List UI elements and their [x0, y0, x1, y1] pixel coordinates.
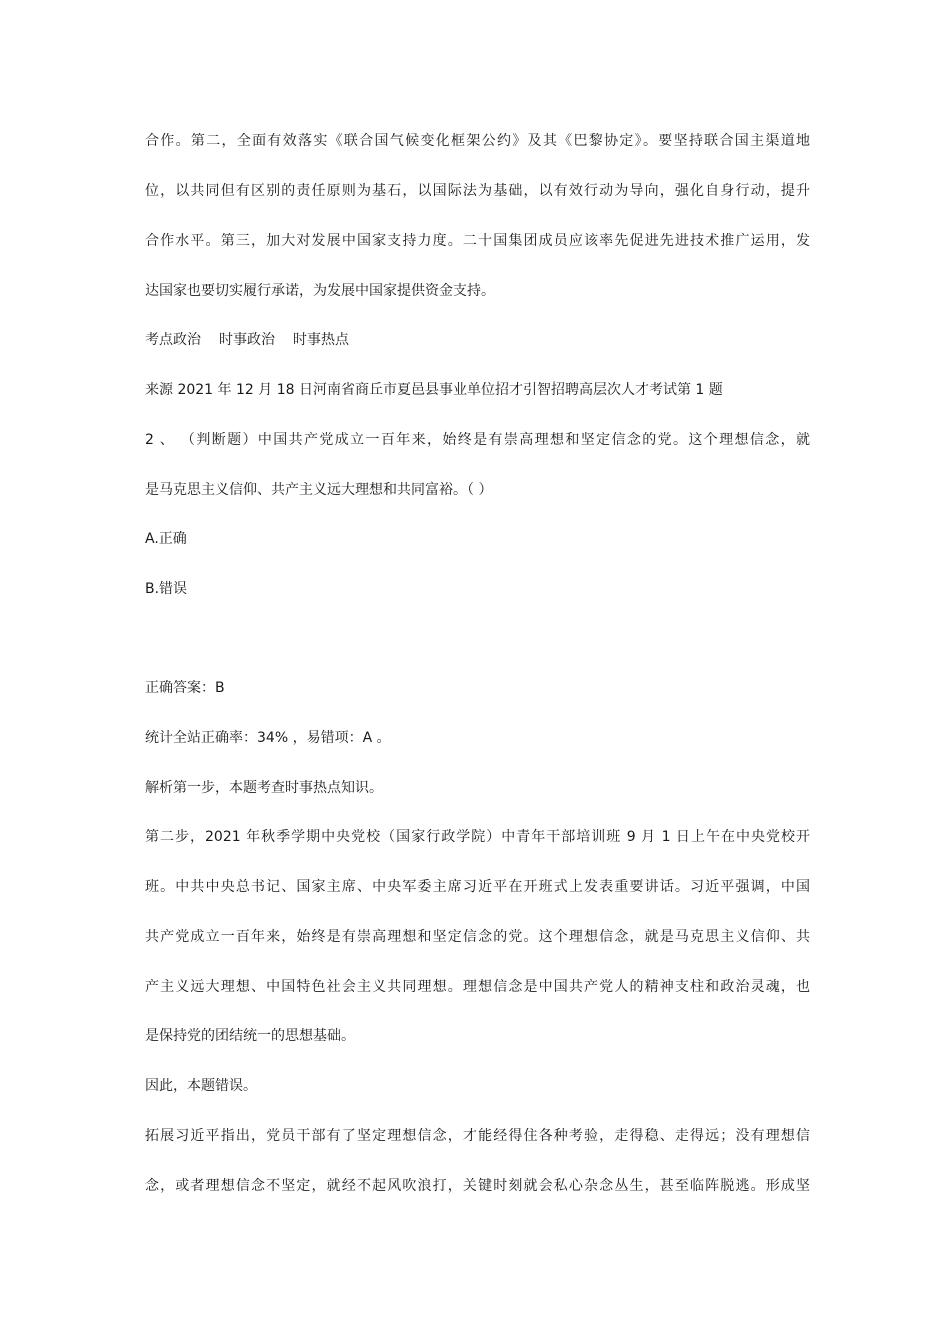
analysis-step-2-line: 共产党成立一百年来，始终是有崇高理想和坚定信念的党。这个理想信念，就是马克思主义信仰、共 [145, 929, 810, 945]
tag: 时事热点 [293, 332, 349, 348]
tag: 考点政治 [145, 332, 201, 348]
extension-line: 拓展习近平指出，党员干部有了坚定理想信念，才能经得住各种考验，走得稳、走得远；没有理想信 [145, 1128, 810, 1144]
question-text-line: 是马克思主义信仰、共产主义远大理想和共同富裕。（ ） [145, 482, 493, 498]
analysis-step-1: 解析第一步，本题考查时事热点知识。 [145, 780, 383, 796]
conclusion: 因此，本题错误。 [145, 1078, 257, 1094]
analysis-step-2-line: 第二步，2021 年秋季学期中央党校（国家行政学院）中青年干部培训班 9 月 1 日上午在中央党校开 [145, 829, 810, 845]
tag: 时事政治 [219, 332, 275, 348]
prev-paragraph-line: 达国家也要切实履行承诺，为发展中国家提供资金支持。 [145, 283, 495, 299]
analysis-step-2-line: 班。中共中央总书记、国家主席、中央军委主席习近平在开班式上发表重要讲话。习近平强调，中国 [145, 879, 810, 895]
option-a: A.正确 [145, 531, 187, 547]
correct-answer: 正确答案：B [145, 680, 225, 696]
tag-list [145, 330, 810, 350]
question-text-line: 2 、 （判断题）中国共产党成立一百年来，始终是有崇高理想和坚定信念的党。这个理想信念，就 [145, 432, 810, 448]
prev-paragraph-line: 合作。第二，全面有效落实《联合国气候变化框架公约》及其《巴黎协定》。要坚持联合国主渠道地 [145, 133, 810, 149]
analysis-step-2-line: 产主义远大理想、中国特色社会主义共同理想。理想信念是中国共产党人的精神支柱和政治灵魂，也 [145, 979, 810, 995]
option-b: B.错误 [145, 581, 188, 597]
answer-stats: 统计全站正确率：34% ，易错项：A 。 [145, 730, 391, 746]
extension-line: 念，或者理想信念不坚定，就经不起风吹浪打，关键时刻就会私心杂念丛生，甚至临阵脱逃。形成坚 [145, 1178, 810, 1194]
prev-paragraph-line: 合作水平。第三，加大对发展中国家支持力度。二十国集团成员应该率先促进先进技术推广运用，发 [145, 233, 810, 249]
analysis-step-2-line: 是保持党的团结统一的思想基础。 [145, 1028, 355, 1044]
prev-paragraph-line: 位，以共同但有区别的责任原则为基石，以国际法为基础，以有效行动为导向，强化自身行动，提升 [145, 183, 810, 199]
question-source: 来源 2021 年 12 月 18 日河南省商丘市夏邑县事业单位招才引智招聘高层次人才考试第 1 题 [145, 382, 723, 398]
